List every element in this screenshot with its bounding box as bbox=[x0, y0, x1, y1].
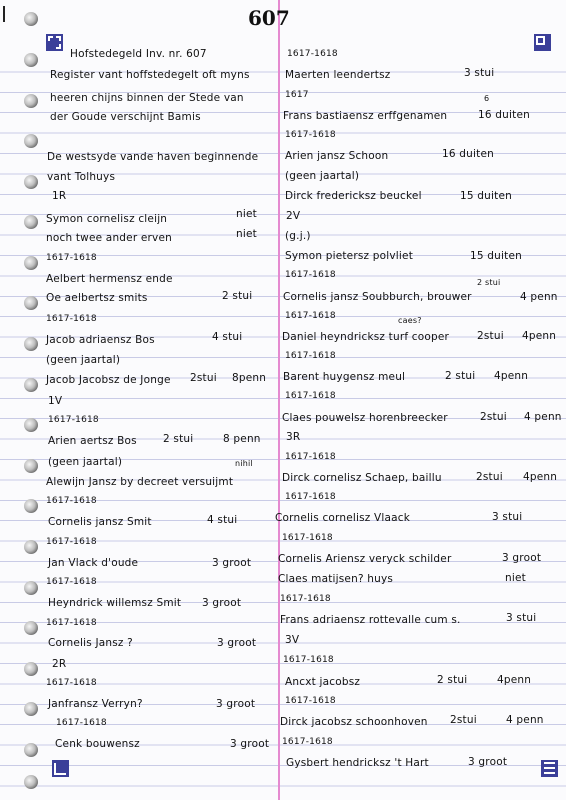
handwritten-entry: niet bbox=[505, 572, 526, 584]
handwritten-entry: 2 stui bbox=[163, 433, 194, 445]
handwritten-entry: 2V bbox=[286, 210, 301, 222]
punch-hole bbox=[24, 662, 38, 676]
handwritten-entry: Cornelis cornelisz Vlaack bbox=[275, 512, 411, 524]
punch-hole bbox=[24, 134, 38, 148]
handwritten-entry: 1617-1618 bbox=[46, 678, 97, 688]
handwritten-entry: 4 stui bbox=[212, 331, 243, 343]
handwritten-entry: (g.j.) bbox=[285, 230, 311, 242]
handwritten-entry: 1617-1618 bbox=[46, 253, 97, 263]
handwritten-entry: (geen jaartal) bbox=[285, 170, 360, 182]
handwritten-entry: Heyndrick willemsz Smit bbox=[48, 597, 182, 609]
punch-hole bbox=[24, 175, 38, 189]
handwritten-entry: niet bbox=[236, 228, 257, 240]
handwritten-entry: Jacob Jacobsz de Jonge bbox=[46, 374, 171, 386]
handwritten-entry: 1617-1618 bbox=[46, 577, 97, 587]
handwritten-entry: 3 groot bbox=[502, 552, 542, 564]
handwritten-entry: 2stui bbox=[190, 372, 217, 384]
handwritten-entry: 4penn bbox=[494, 370, 529, 382]
handwritten-entry: Maerten leendertsz bbox=[285, 69, 391, 81]
punch-hole bbox=[24, 215, 38, 229]
punch-hole bbox=[24, 743, 38, 757]
handwritten-entry: Symon pietersz polvliet bbox=[285, 250, 414, 262]
handwritten-entry: Aelbert hermensz ende bbox=[46, 273, 173, 285]
handwritten-entry: 2 stui bbox=[222, 290, 253, 302]
handwritten-entry: 1617-1618 bbox=[285, 311, 336, 321]
handwritten-entry: 1617-1618 bbox=[285, 696, 336, 706]
handwritten-entry: 15 duiten bbox=[470, 250, 522, 262]
handwritten-entry: 1617-1618 bbox=[282, 737, 333, 747]
handwritten-entry: 2stui bbox=[476, 471, 503, 483]
handwritten-entry: 4 penn bbox=[506, 714, 544, 726]
punch-hole bbox=[24, 256, 38, 270]
punch-hole bbox=[24, 296, 38, 310]
handwritten-entry: 1617-1618 bbox=[285, 130, 336, 140]
handwritten-entry: Janfransz Verryn? bbox=[48, 698, 143, 710]
handwritten-entry: 1617-1618 bbox=[283, 655, 334, 665]
handwritten-entry: 3 groot bbox=[212, 557, 252, 569]
handwritten-entry: Claes pouwelsz horenbreecker bbox=[282, 412, 448, 424]
handwritten-entry: 1617-1618 bbox=[46, 618, 97, 628]
handwritten-entry: Ancxt jacobsz bbox=[285, 676, 361, 688]
handwritten-entry: Cornelis jansz Smit bbox=[48, 516, 152, 528]
handwritten-entry: Alewijn Jansz by decreet versuijmt bbox=[46, 476, 234, 488]
handwritten-entry: niet bbox=[236, 208, 257, 220]
corner-mark-icon bbox=[52, 760, 69, 777]
handwritten-entry: Arien aertsz Bos bbox=[48, 435, 137, 447]
punch-hole bbox=[24, 581, 38, 595]
punch-hole bbox=[24, 702, 38, 716]
handwritten-entry: 3 stui bbox=[492, 511, 523, 523]
handwritten-entry: Cornelis Jansz ? bbox=[48, 637, 133, 649]
handwritten-entry: 1617-1618 bbox=[280, 594, 331, 604]
punch-hole bbox=[24, 775, 38, 789]
handwritten-entry: (geen jaartal) bbox=[46, 354, 121, 366]
handwritten-entry: Cenk bouwensz bbox=[55, 738, 140, 750]
punch-hole bbox=[24, 459, 38, 473]
corner-tick-mark bbox=[3, 6, 5, 22]
handwritten-entry: 1617-1618 bbox=[56, 718, 107, 728]
handwritten-entry: Frans adriaensz rottevalle cum s. bbox=[280, 614, 461, 626]
punch-hole bbox=[24, 53, 38, 67]
handwritten-entry: 1617-1618 bbox=[285, 391, 336, 401]
handwritten-entry: 3 groot bbox=[216, 698, 256, 710]
punch-hole bbox=[24, 378, 38, 392]
handwritten-entry: 8penn bbox=[232, 372, 267, 384]
handwritten-entry: der Goude verschijnt Bamis bbox=[50, 111, 201, 123]
handwritten-entry: 3 stui bbox=[464, 67, 495, 79]
handwritten-entry: 1617-1618 bbox=[285, 270, 336, 280]
handwritten-entry: Oe aelbertsz smits bbox=[46, 292, 148, 304]
handwritten-entry: 1617-1618 bbox=[287, 49, 338, 59]
handwritten-entry: (geen jaartal) bbox=[48, 456, 123, 468]
punch-hole bbox=[24, 621, 38, 635]
margin-line bbox=[278, 0, 280, 800]
page-number: 607 bbox=[248, 6, 290, 30]
handwritten-entry: 15 duiten bbox=[460, 190, 512, 202]
handwritten-entry: Frans bastiaensz erffgenamen bbox=[283, 110, 448, 122]
handwritten-entry: 2stui bbox=[477, 330, 504, 342]
handwritten-entry: Symon cornelisz cleijn bbox=[46, 213, 168, 225]
handwritten-entry: 3V bbox=[285, 634, 300, 646]
handwritten-entry: 16 duiten bbox=[442, 148, 494, 160]
handwritten-entry: 1617-1618 bbox=[285, 351, 336, 361]
handwritten-entry: Barent huygensz meul bbox=[283, 371, 406, 383]
handwritten-entry: De westsyde vande haven beginnende bbox=[47, 151, 259, 163]
handwritten-entry: 3R bbox=[286, 431, 301, 443]
punch-hole bbox=[24, 12, 38, 26]
handwritten-entry: 3 groot bbox=[202, 597, 242, 609]
handwritten-entry: Gysbert hendricksz 't Hart bbox=[286, 757, 429, 769]
handwritten-entry: Daniel heyndricksz turf cooper bbox=[282, 331, 450, 343]
corner-mark-icon bbox=[541, 760, 558, 777]
punch-hole bbox=[24, 94, 38, 108]
punch-hole bbox=[24, 499, 38, 513]
corner-mark-icon bbox=[46, 34, 63, 51]
handwritten-entry: 4 penn bbox=[524, 411, 562, 423]
handwritten-entry: 1617-1618 bbox=[46, 314, 97, 324]
handwritten-entry: Dirck fredericksz beuckel bbox=[285, 190, 422, 202]
handwritten-entry: 1617-1618 bbox=[48, 415, 99, 425]
handwritten-entry: Dirck cornelisz Schaep, baillu bbox=[282, 472, 442, 484]
handwritten-entry: heeren chijns binnen der Stede van bbox=[50, 92, 244, 104]
handwritten-entry: Dirck jacobsz schoonhoven bbox=[280, 716, 428, 728]
punch-hole bbox=[24, 540, 38, 554]
punch-hole bbox=[24, 337, 38, 351]
handwritten-entry: 1617-1618 bbox=[46, 496, 97, 506]
handwritten-entry: 1617-1618 bbox=[282, 533, 333, 543]
handwritten-entry: Arien jansz Schoon bbox=[285, 150, 389, 162]
handwritten-entry: 2stui bbox=[480, 411, 507, 423]
punch-hole bbox=[24, 418, 38, 432]
handwritten-entry: 4penn bbox=[522, 330, 557, 342]
handwritten-entry: 4 penn bbox=[520, 291, 558, 303]
handwritten-entry: 4penn bbox=[523, 471, 558, 483]
handwritten-entry: 1617 bbox=[285, 90, 309, 100]
handwritten-entry: 3 groot bbox=[230, 738, 270, 750]
handwritten-entry: caes? bbox=[398, 316, 422, 325]
handwritten-entry: 2stui bbox=[450, 714, 477, 726]
handwritten-entry: 2 stui bbox=[437, 674, 468, 686]
handwritten-entry: 1V bbox=[48, 395, 63, 407]
handwritten-entry: 2 stui bbox=[477, 278, 501, 287]
handwritten-entry: Jacob adriaensz Bos bbox=[46, 334, 155, 346]
handwritten-entry: 2 stui bbox=[445, 370, 476, 382]
handwritten-entry: nihil bbox=[235, 459, 253, 468]
handwritten-entry: 3 groot bbox=[217, 637, 257, 649]
handwritten-entry: 8 penn bbox=[223, 433, 261, 445]
handwritten-entry: Cornelis Ariensz veryck schilder bbox=[278, 553, 452, 565]
handwritten-entry: Hofstedegeld Inv. nr. 607 bbox=[70, 48, 207, 60]
handwritten-entry: 1617-1618 bbox=[46, 537, 97, 547]
handwritten-entry: 4penn bbox=[497, 674, 532, 686]
handwritten-entry: Register vant hoffstedegelt oft myns bbox=[50, 69, 250, 81]
handwritten-entry: Claes matijsen? huys bbox=[278, 573, 394, 585]
handwritten-entry: Jan Vlack d'oude bbox=[48, 557, 139, 569]
handwritten-entry: 16 duiten bbox=[478, 109, 530, 121]
handwritten-entry: 2R bbox=[52, 658, 67, 670]
handwritten-entry: noch twee ander erven bbox=[46, 232, 172, 244]
handwritten-entry: Cornelis jansz Soubburch, brouwer bbox=[283, 291, 472, 303]
handwritten-entry: 6 bbox=[484, 94, 490, 103]
handwritten-entry: 1617-1618 bbox=[285, 492, 336, 502]
handwritten-entry: 4 stui bbox=[207, 514, 238, 526]
handwritten-entry: 1R bbox=[52, 190, 67, 202]
handwritten-entry: 1617-1618 bbox=[285, 452, 336, 462]
handwritten-entry: 3 stui bbox=[506, 612, 537, 624]
corner-mark-icon bbox=[534, 34, 551, 51]
handwritten-entry: vant Tolhuys bbox=[47, 171, 116, 183]
handwritten-entry: 3 groot bbox=[468, 756, 508, 768]
